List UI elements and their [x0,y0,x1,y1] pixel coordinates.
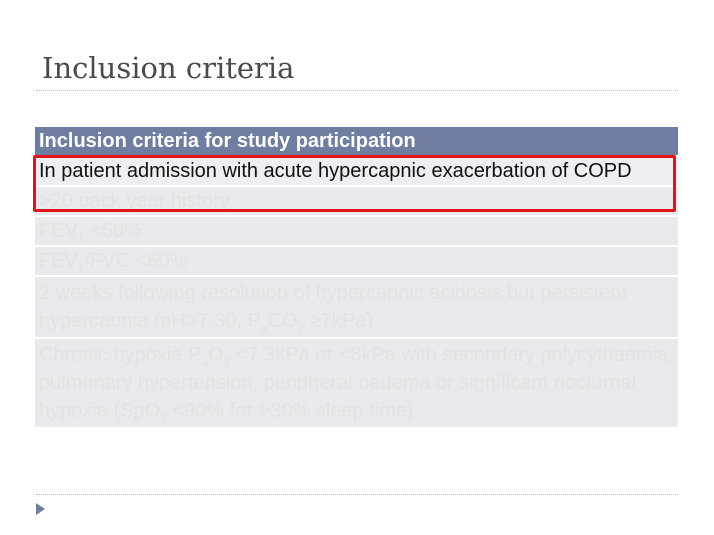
criteria-pack-years: >20 pack year history [35,187,678,217]
table-row [35,187,678,217]
table-row [35,247,678,277]
criteria-fev1: $FEV_1 <50\%$ [35,217,678,247]
criteria-fev1-fvc: $FEV_1$/FVC <60% [35,247,678,277]
table-row [35,277,678,339]
footer-divider [36,494,678,495]
table-header: Inclusion criteria for study participation [35,127,678,157]
table-row [35,157,678,187]
criteria-hypercapnia: 2 weeks following resolution of hypercapnic acidosis but persistent hypercapnia (pH>7.30, $P_aCO_2 \ge 7kPa$) [35,277,678,339]
table-row [35,217,678,247]
table-header-row [35,127,678,157]
criteria-table [35,127,678,429]
criteria-copd-admission: In patient admission with acute hypercapnic exacerbation of COPD [35,157,678,187]
slide-title: Inclusion criteria [42,51,295,85]
criteria-chronic-hypoxia: Chronic hypoxia $P_aO_2 <7.3kPa$ or <8kPa with secondary polycythaemia, pulmonary hypertension, peripheral oedema or significant nocturnal hypoxia (SpO$_2$ <90% for >30% sleep time) [35,339,678,429]
title-divider [36,90,678,91]
triangle-right-icon[interactable] [36,503,45,515]
table-row [35,339,678,429]
